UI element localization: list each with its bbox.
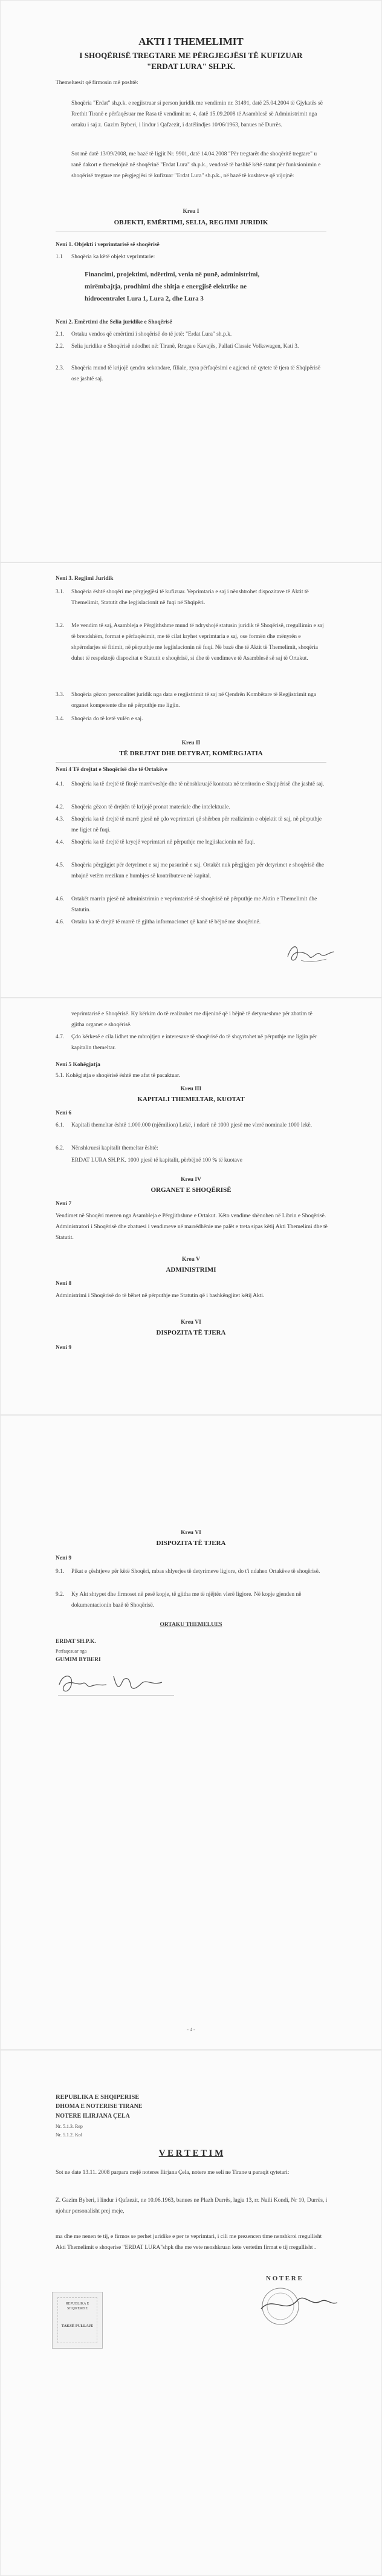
article-text: Ky Akt shtypet dhe firmoset në pesë kopje, të gjitha me të njëjtën vlerë ligjore. Në kopje gjenden në dokumentacionin bazë të Shoqërisë.: [71, 1592, 302, 1608]
notary-signature-label: N O T E R E: [266, 2275, 302, 2282]
article-number: 9.2.: [56, 1592, 65, 1598]
certificate-paragraph: Z. Gazim Byberi, i lindur i Qafzezit, ne 10.06.1963, banues ne Plazh Durrës, lagja 13, rr. Naili Kondi, Nr 10, Durrës, i njohur personalisht prej meje,: [56, 2197, 328, 2214]
document-page-5: [0, 2050, 382, 2576]
article-number: 1.1: [56, 254, 63, 260]
article-text: Shoqëria ka të drejtë të marrë pjesë në çdo veprimtari që shërben për realizimin e objektit të saj, në përputhje me ligjet në fuqi.: [71, 816, 322, 833]
article-number: 3.1.: [56, 589, 65, 595]
founding-partner-heading: ORTAKU THEMELUES: [160, 1622, 222, 1628]
chapter-title: ORGANET E SHOQËRISË: [151, 1186, 231, 1194]
article-text: Me vendim të saj, Asambleja e Përgjithshme mund të ndryshojë statusin juridik të Shoqërisë, rregullimin e saj të brendshëm, format e përfaqësimit, me të cilat kryhet veprimtaria e saj, ose formën dhe mënyrën e shpërndarjes së fitimit, në përputhje me legjislacionin në fuqi. Në bazë dhe të Aktit të Themelimit, shoqëria duhet të respektojë dispozitat e Statutit e shoqërisë, si dhe të vendimeve të Asamblesë së saj të Ortakut.: [71, 623, 324, 662]
document-page-2: [0, 562, 382, 998]
article-text: 5.1. Kohëgjatja e shoqërisë është me afat të pacaktuar.: [56, 1073, 181, 1079]
divider: [56, 762, 326, 763]
article-text: Shoqëria ka të drejtë të fitojë marrëveshje dhe të nënshkruajë kontrata në territorin e Shqipërisë dhe jashtë saj.: [71, 781, 325, 787]
chapter-label: Kreu II: [181, 740, 201, 746]
document-page-1: [0, 0, 382, 562]
article-text: Pikat e çështjeve për këtë Shoqëri, mbas shlyerjes të detyrimeve ligjore, do t'i ndahen Ortakëve të shoqërisë.: [71, 1569, 320, 1575]
revenue-stamp-value: TAKSË PULLAJE: [61, 2324, 94, 2328]
document-title: AKTI I THEMELIMIT: [138, 36, 244, 47]
article-text: Shoqëria është shoqëri me përgjegjësi të kufizuar. Veprimtaria e saj i nënshtrohet dispozitave të Aktit të Themelimit, Statutit dhe legjislacionit në fuqi në Shqipëri.: [71, 589, 309, 606]
article-text: Selia juridike e Shoqërisë ndodhet në: Tiranë, Rruga e Kavajës, Pallati Classic Volkswagen, Kati 3.: [71, 343, 299, 350]
article-text: Shoqëria ka këtë objekt veprimtarie:: [71, 254, 155, 260]
article-text: Nënshkruesi kapitalit themeltar është:: [71, 1145, 158, 1151]
article-heading: Neni 8: [56, 1281, 72, 1287]
article-number: 6.2.: [56, 1145, 65, 1151]
chapter-label: Kreu VI: [181, 1530, 201, 1536]
notary-chamber: DHOMA E NOTERISE TIRANE: [56, 2103, 143, 2110]
article-number: 3.2.: [56, 623, 65, 629]
article-number: 4.3.: [56, 816, 65, 822]
article-heading: Neni 2. Emërtimi dhe Selia juridike e Shoqërisë: [56, 319, 172, 325]
article-number: 4.5.: [56, 862, 65, 868]
article-text: Administrimi i Shoqërisë do të bëhet në përputhje me Statutin që i bashkëngjitet këtij Akti.: [56, 1293, 265, 1299]
business-objective-line-3: hidrocentralet Lura 1, Lura 2, dhe Lura 3: [85, 295, 204, 302]
article-number: 6.1.: [56, 1122, 65, 1128]
handwritten-signature-icon: [283, 938, 337, 969]
article-number: 3.4.: [56, 716, 65, 722]
article-number: 4.7.: [56, 1034, 65, 1040]
notary-name: NOTERE ILIRJANA ÇELA: [56, 2113, 130, 2119]
chapter-label: Kreu I: [183, 209, 199, 215]
article-text: Shoqëria mund të krijojë qendra sekondare, filiale, zyra përfaqësimi e agjenci në qytete të tjera të Shqipërisë ose jashtë saj.: [71, 365, 321, 382]
document-page-3: [0, 998, 382, 1415]
certificate-paragraph: ma dhe me nenen te tij, e firmos se perhet juridike e per te veprimtari, i cili me prezencen time nenshkroi rregullisht Akti Themelimit e shoqerise "ERDAT LURA"shpk dhe me vete nenshkruan kete vertetim firmat e tij rregullisht .: [56, 2234, 322, 2251]
intro-line: Themeluesit që firmosin më poshtë:: [56, 80, 138, 86]
certificate-title: V E R T E T I M: [158, 2148, 224, 2158]
article-number: 9.1.: [56, 1569, 65, 1575]
notary-seal-signature-icon: [249, 2285, 340, 2328]
certificate-paragraph: Sot ne date 13.11. 2008 parpara mejë noteres Ilirjana Çela, notere me seli ne Tirane u paraqit qytetari:: [56, 2170, 290, 2176]
chapter-title: TË DREJTAT DHE DETYRAT, KOMËRGJATIA: [119, 750, 263, 757]
chapter-title: DISPOZITA TË TJERA: [156, 1329, 226, 1336]
chapter-label: Kreu IV: [181, 1177, 201, 1183]
article-text: Ortaku ka të drejtë të marrë të gjitha informacionet që kanë të bëjnë me shoqërinë.: [71, 919, 261, 925]
article-heading: Neni 9: [56, 1345, 72, 1351]
article-text: Shoqëria ka të drejtë të kryejë veprimtari në përputhje me legjislacionin në fuqi.: [71, 839, 256, 845]
chapter-title: ADMINISTRIMI: [166, 1266, 216, 1273]
article-text: Shoqëria gëzon personalitet juridik nga data e regjistrimit të saj në Qendrën Kombëtare të Regjistrimit nga organet kompetente dhe në përputhje me ligjin.: [71, 692, 316, 709]
intro-paragraph: Shoqëria "Erdat" sh.p.k. e regjistruar si person juridik me vendimin nr. 31491, datë 25.04.2004 të Gjykatës së Rrethit Tiranë e përfaqësuar me Rasa të vendimit nr. 4, datë 15.09.2008 të Asamblesë së Administrimit nga ortaku i saj z. Gazim Byberi, i lindur i Qafzezit, i datëlindjes 10/06/1963, banues në Durrës.: [71, 100, 323, 128]
article-number: 4.4.: [56, 839, 65, 845]
page-number: - 4 -: [187, 2027, 195, 2032]
business-objective-line-1: Financimi, projektimi, ndërtimi, venia në punë, administrimi,: [85, 271, 260, 278]
article-heading: Neni 1. Objekti i veprimtarisë së shoqërisë: [56, 242, 160, 248]
continued-paragraph: veprimtarisë e Shoqërisë. Ky kërkim do të realizohet me dijeninë që i bëjnë të detyrueshme për zbatim të gjitha organet e shoqërisë.: [71, 1011, 312, 1028]
business-objective-line-2: mirëmbajtja, prodhimi dhe shitja e energjisë elektrike ne: [85, 283, 247, 290]
article-heading: Neni 9: [56, 1555, 72, 1561]
intro-paragraph-2: Sot më datë 13/09/2008, me bazë të ligjit Nr. 9901, datë 14.04.2008 "Për tregtarët dhe shoqëritë tregtare" u ranë dakort e themelojnë në shoqërinë "Erdat Lura" sh.p.k., vendosë të bashkë këtë statut për funksionimin e shoqërisë tregtare me përgjegjësi të kufizuar "Erdat Lura" sh.p.k., në bazë të kushteve që vijojnë:: [71, 151, 321, 179]
article-number: 4.6.: [56, 896, 65, 902]
article-number: 4.6.: [56, 919, 65, 925]
article-text: Vendimet në Shoqëri merren nga Asambleja e Përgjithshme e Ortakut. Këto vendime shënohen në Librin e Shoqërisë. Administratori i Shoqërisë dhe zbatuesi i vendimeve në marrëdhënie me palët e treta sipas këtij Akti Themelimi dhe të Statutit.: [56, 1213, 328, 1241]
republic-heading: REPUBLIKA E SHQIPERISE: [56, 2094, 140, 2101]
article-text: Ortaku vendos që emërtimi i shoqërisë do të jetë: "Erdat Lura" sh.p.k.: [71, 331, 232, 337]
article-number: 4.1.: [56, 781, 65, 787]
article-heading: Neni 3. Regjimi Juridik: [56, 576, 114, 582]
article-text: Shoqëria do të ketë vulën e saj.: [71, 716, 143, 722]
article-heading: Neni 7: [56, 1201, 72, 1207]
signatory-company: ERDAT SH.P.K.: [56, 1639, 96, 1645]
chapter-title: OBJEKTI, EMËRTIMI, SELIA, REGJIMI JURIDIK: [114, 219, 268, 226]
chapter-title: KAPITALI THEMELTAR, KUOTAT: [137, 1096, 245, 1103]
article-number: 4.2.: [56, 804, 65, 810]
repertory-number: Nr. 5.1.3. Rep: [56, 2124, 83, 2129]
chapter-label: Kreu III: [180, 1086, 202, 1092]
article-text: Kapitali themeltar është 1.000.000 (njëmilion) Lekë, i ndarë në 1000 pjesë me vlerë nominale 1000 lekë.: [71, 1122, 312, 1128]
represented-by-label: Perfaqesuar nga: [56, 1648, 87, 1654]
chapter-title: DISPOZITA TË TJERA: [156, 1540, 226, 1547]
revenue-stamp: [52, 2292, 103, 2349]
handwritten-signature-icon: [56, 1668, 176, 1698]
article-heading: Neni 4 Të drejtat e Shoqërisë dhe të Ortakëve: [56, 767, 167, 773]
article-number: 3.3.: [56, 692, 65, 698]
article-number: 2.3.: [56, 365, 65, 371]
article-text: Shoqëria gëzon të drejtën të krijojë pronat materiale dhe intelektuale.: [71, 804, 230, 810]
article-text: Çdo kërkesë e cila lidhet me mbrojtjen e interesave të shoqërisë do të shqyrtohet në përputhje me ligjin për kapitalin themeltar.: [71, 1034, 317, 1051]
chapter-label: Kreu V: [182, 1257, 200, 1263]
article-heading: Neni 6: [56, 1110, 72, 1116]
collection-number: Nr. 5.1.2. Kol: [56, 2132, 82, 2138]
capital-holder-line: ERDAT LURA SH.P.K. 1000 pjesë të kapitalit, përbëjnë 100 % të kuotave: [71, 1157, 242, 1163]
company-name-heading: "ERDAT LURA" SH.P.K.: [146, 62, 236, 71]
article-text: Ortakët marrin pjesë në administrimin e veprimtarisë së shoqërisë në përputhje me Aktin e Themelimit dhe Statutin.: [71, 896, 317, 913]
article-heading: Neni 5 Kohëgjatja: [56, 1062, 100, 1068]
signatory-name: GUMIM BYBERI: [56, 1657, 101, 1663]
chapter-label: Kreu VI: [181, 1319, 201, 1325]
article-number: 2.1.: [56, 331, 65, 337]
document-subtitle: I SHOQËRISË TREGTARE ME PËRGJEGJËSI TË KUFIZUAR: [79, 51, 303, 60]
revenue-stamp-label: REPUBLIKA E SHQIPERISE: [65, 2302, 89, 2311]
article-text: Shoqëria përgjigjet për detyrimet e saj me pasurinë e saj. Ortakët nuk përgjigjen për detyrimet e shoqërisë dhe mbajnë vetëm rrezikun e humbjes së kontributeve në kapital.: [71, 862, 325, 879]
article-number: 2.2.: [56, 343, 65, 350]
document-page-4: [0, 1415, 382, 2050]
